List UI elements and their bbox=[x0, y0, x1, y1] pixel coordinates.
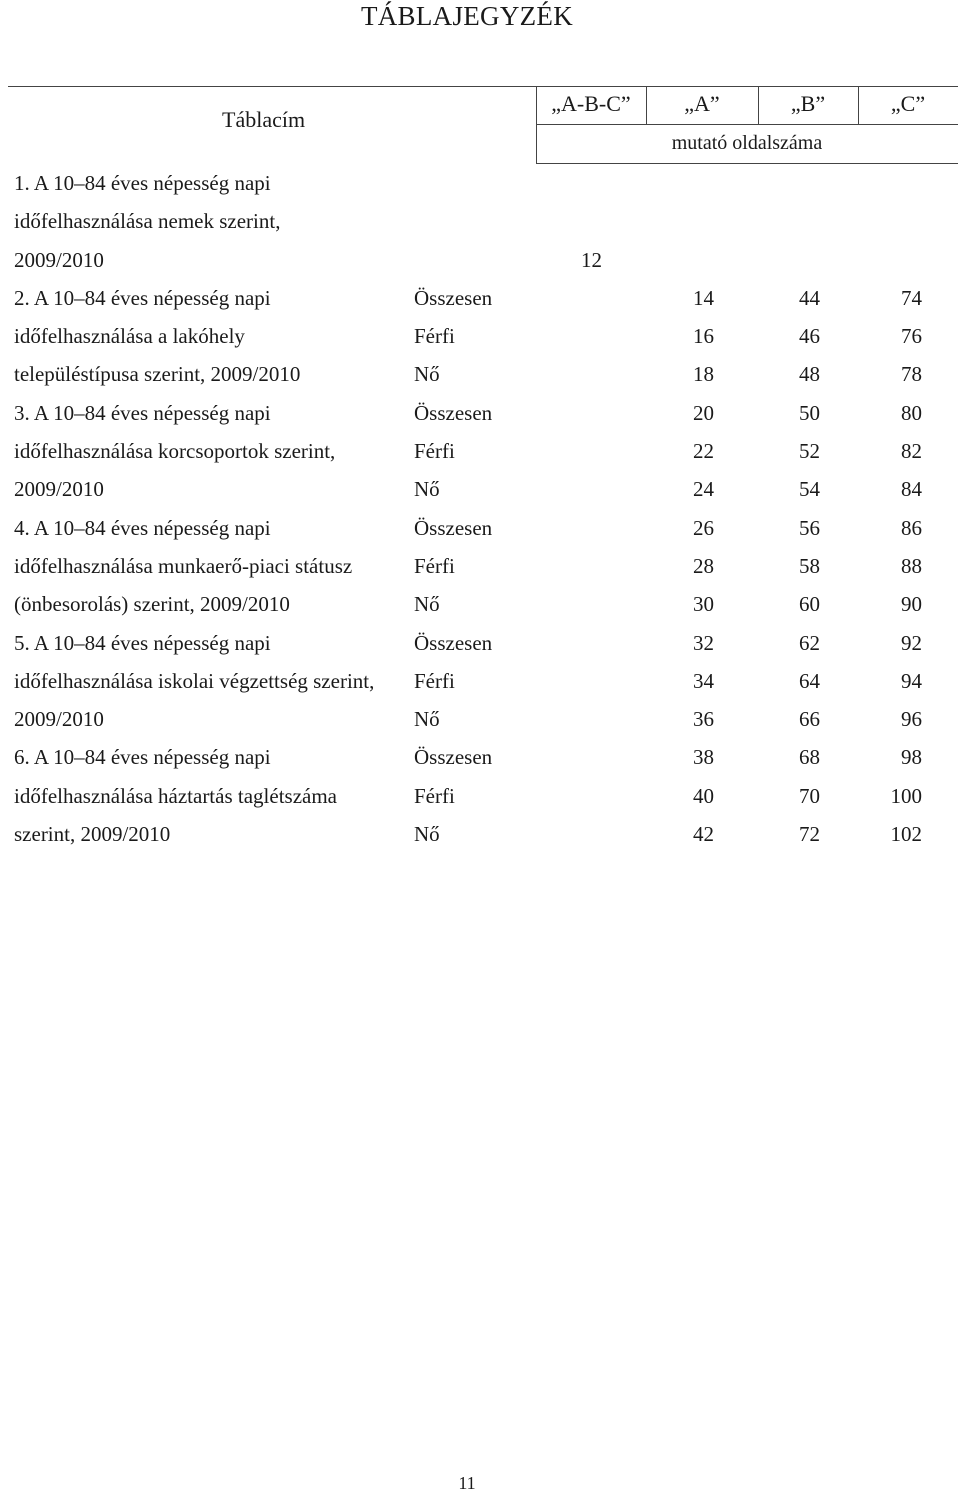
row-page-c: 78 bbox=[901, 362, 922, 387]
row-page-b: 54 bbox=[799, 477, 820, 502]
table-row bbox=[0, 355, 960, 393]
row-page-c: 82 bbox=[901, 439, 922, 464]
row-page-b: 44 bbox=[799, 285, 820, 310]
header-col-abc: „A-B-C” bbox=[551, 91, 631, 116]
row-table-title: 4. A 10–84 éves népesség napi bbox=[14, 515, 271, 540]
row-category: Férfi bbox=[414, 324, 455, 349]
header-subtitle: mutató oldalszáma bbox=[671, 132, 823, 154]
page-title: TÁBLAJEGYZÉK bbox=[360, 1, 574, 31]
row-category: Összesen bbox=[414, 400, 493, 425]
header-col-b: „B” bbox=[790, 91, 826, 116]
page-number: 11 bbox=[458, 1473, 476, 1493]
row-page-a: 30 bbox=[693, 592, 714, 617]
row-page-b: 68 bbox=[799, 745, 820, 770]
row-page-b: 66 bbox=[799, 707, 820, 732]
table-row bbox=[0, 624, 960, 662]
row-page-b: 52 bbox=[799, 439, 820, 464]
row-table-title: 2009/2010 bbox=[14, 707, 104, 732]
row-page-c: 74 bbox=[901, 285, 922, 310]
row-table-title: időfelhasználása nemek szerint, bbox=[14, 209, 281, 234]
row-page-c: 86 bbox=[901, 515, 922, 540]
row-category: Férfi bbox=[414, 668, 455, 693]
row-table-title: 2009/2010 bbox=[14, 247, 104, 272]
table-row bbox=[0, 470, 960, 508]
row-page-a: 14 bbox=[693, 285, 714, 310]
row-table-title: időfelhasználása a lakóhely bbox=[14, 324, 245, 349]
row-page-a: 42 bbox=[693, 822, 714, 847]
row-page-a: 28 bbox=[693, 553, 714, 578]
row-category: Nő bbox=[414, 477, 440, 502]
row-table-title: szerint, 2009/2010 bbox=[14, 822, 171, 847]
row-category: Összesen bbox=[414, 515, 493, 540]
toc-rows bbox=[0, 164, 960, 853]
row-table-title: időfelhasználása korcsoportok szerint, bbox=[14, 439, 336, 464]
row-category: Összesen bbox=[414, 745, 493, 770]
row-table-title: (önbesorolás) szerint, 2009/2010 bbox=[14, 592, 290, 617]
row-page-a: 40 bbox=[693, 783, 714, 808]
row-table-title: 2009/2010 bbox=[14, 477, 104, 502]
row-page-b: 56 bbox=[799, 515, 820, 540]
row-table-title: időfelhasználása iskolai végzettség szerint, bbox=[14, 668, 375, 693]
row-table-title: 6. A 10–84 éves népesség napi bbox=[14, 745, 271, 770]
row-table-title: időfelhasználása munkaerő-piaci státusz bbox=[14, 553, 353, 578]
row-table-title: időfelhasználása háztartás taglétszáma bbox=[14, 783, 337, 808]
row-table-title: településtípusa szerint, 2009/2010 bbox=[14, 362, 301, 387]
row-category: Férfi bbox=[414, 553, 455, 578]
table-row bbox=[0, 738, 960, 776]
row-page-b: 46 bbox=[799, 324, 820, 349]
table-row bbox=[0, 432, 960, 470]
table-row bbox=[0, 509, 960, 547]
table-row bbox=[0, 585, 960, 623]
row-page-b: 64 bbox=[799, 668, 820, 693]
row-table-title: 1. A 10–84 éves népesség napi bbox=[14, 171, 271, 195]
row-page-c: 94 bbox=[901, 668, 922, 693]
table-row bbox=[0, 394, 960, 432]
row-category: Nő bbox=[414, 362, 440, 387]
row-page-b: 72 bbox=[799, 822, 820, 847]
row-page-a: 26 bbox=[693, 515, 714, 540]
row-category: Összesen bbox=[414, 285, 493, 310]
row-category: Nő bbox=[414, 822, 440, 847]
header-middle-rule bbox=[536, 124, 958, 125]
header-col-c: „C” bbox=[890, 91, 926, 116]
row-page-c: 98 bbox=[901, 745, 922, 770]
row-page-b: 70 bbox=[799, 783, 820, 808]
row-page-b: 60 bbox=[799, 592, 820, 617]
row-page-a: 24 bbox=[693, 477, 714, 502]
header-top-rule bbox=[8, 86, 958, 87]
table-row bbox=[0, 317, 960, 355]
row-page-a: 38 bbox=[693, 745, 714, 770]
table-row bbox=[0, 164, 960, 202]
row-page-c: 96 bbox=[901, 707, 922, 732]
row-page-c: 100 bbox=[890, 783, 922, 808]
row-page-abc: 12 bbox=[581, 247, 602, 272]
row-page-c: 92 bbox=[901, 630, 922, 655]
header-table-title: Táblacím bbox=[222, 107, 306, 132]
toc-header bbox=[8, 86, 958, 164]
row-table-title: 3. A 10–84 éves népesség napi bbox=[14, 400, 271, 425]
table-row bbox=[0, 279, 960, 317]
row-page-c: 80 bbox=[901, 400, 922, 425]
row-page-c: 90 bbox=[901, 592, 922, 617]
row-page-a: 34 bbox=[693, 668, 714, 693]
row-page-a: 16 bbox=[693, 324, 714, 349]
row-category: Férfi bbox=[414, 783, 455, 808]
row-page-a: 32 bbox=[693, 630, 714, 655]
table-row bbox=[0, 700, 960, 738]
row-page-b: 48 bbox=[799, 362, 820, 387]
row-page-a: 36 bbox=[693, 707, 714, 732]
row-page-c: 88 bbox=[901, 553, 922, 578]
row-page-b: 62 bbox=[799, 630, 820, 655]
row-category: Összesen bbox=[414, 630, 493, 655]
table-row bbox=[0, 815, 960, 853]
row-page-a: 22 bbox=[693, 439, 714, 464]
row-page-b: 58 bbox=[799, 553, 820, 578]
row-category: Férfi bbox=[414, 439, 455, 464]
row-page-c: 76 bbox=[901, 324, 922, 349]
table-row bbox=[0, 202, 960, 240]
row-page-a: 20 bbox=[693, 400, 714, 425]
row-page-b: 50 bbox=[799, 400, 820, 425]
row-table-title: 2. A 10–84 éves népesség napi bbox=[14, 285, 271, 310]
table-row bbox=[0, 241, 960, 279]
table-row bbox=[0, 777, 960, 815]
row-page-c: 84 bbox=[901, 477, 922, 502]
row-category: Nő bbox=[414, 707, 440, 732]
header-col-a: „A” bbox=[684, 91, 720, 116]
row-table-title: 5. A 10–84 éves népesség napi bbox=[14, 630, 271, 655]
row-page-a: 18 bbox=[693, 362, 714, 387]
row-page-c: 102 bbox=[890, 822, 922, 847]
table-row bbox=[0, 547, 960, 585]
row-category: Nő bbox=[414, 592, 440, 617]
table-row bbox=[0, 662, 960, 700]
